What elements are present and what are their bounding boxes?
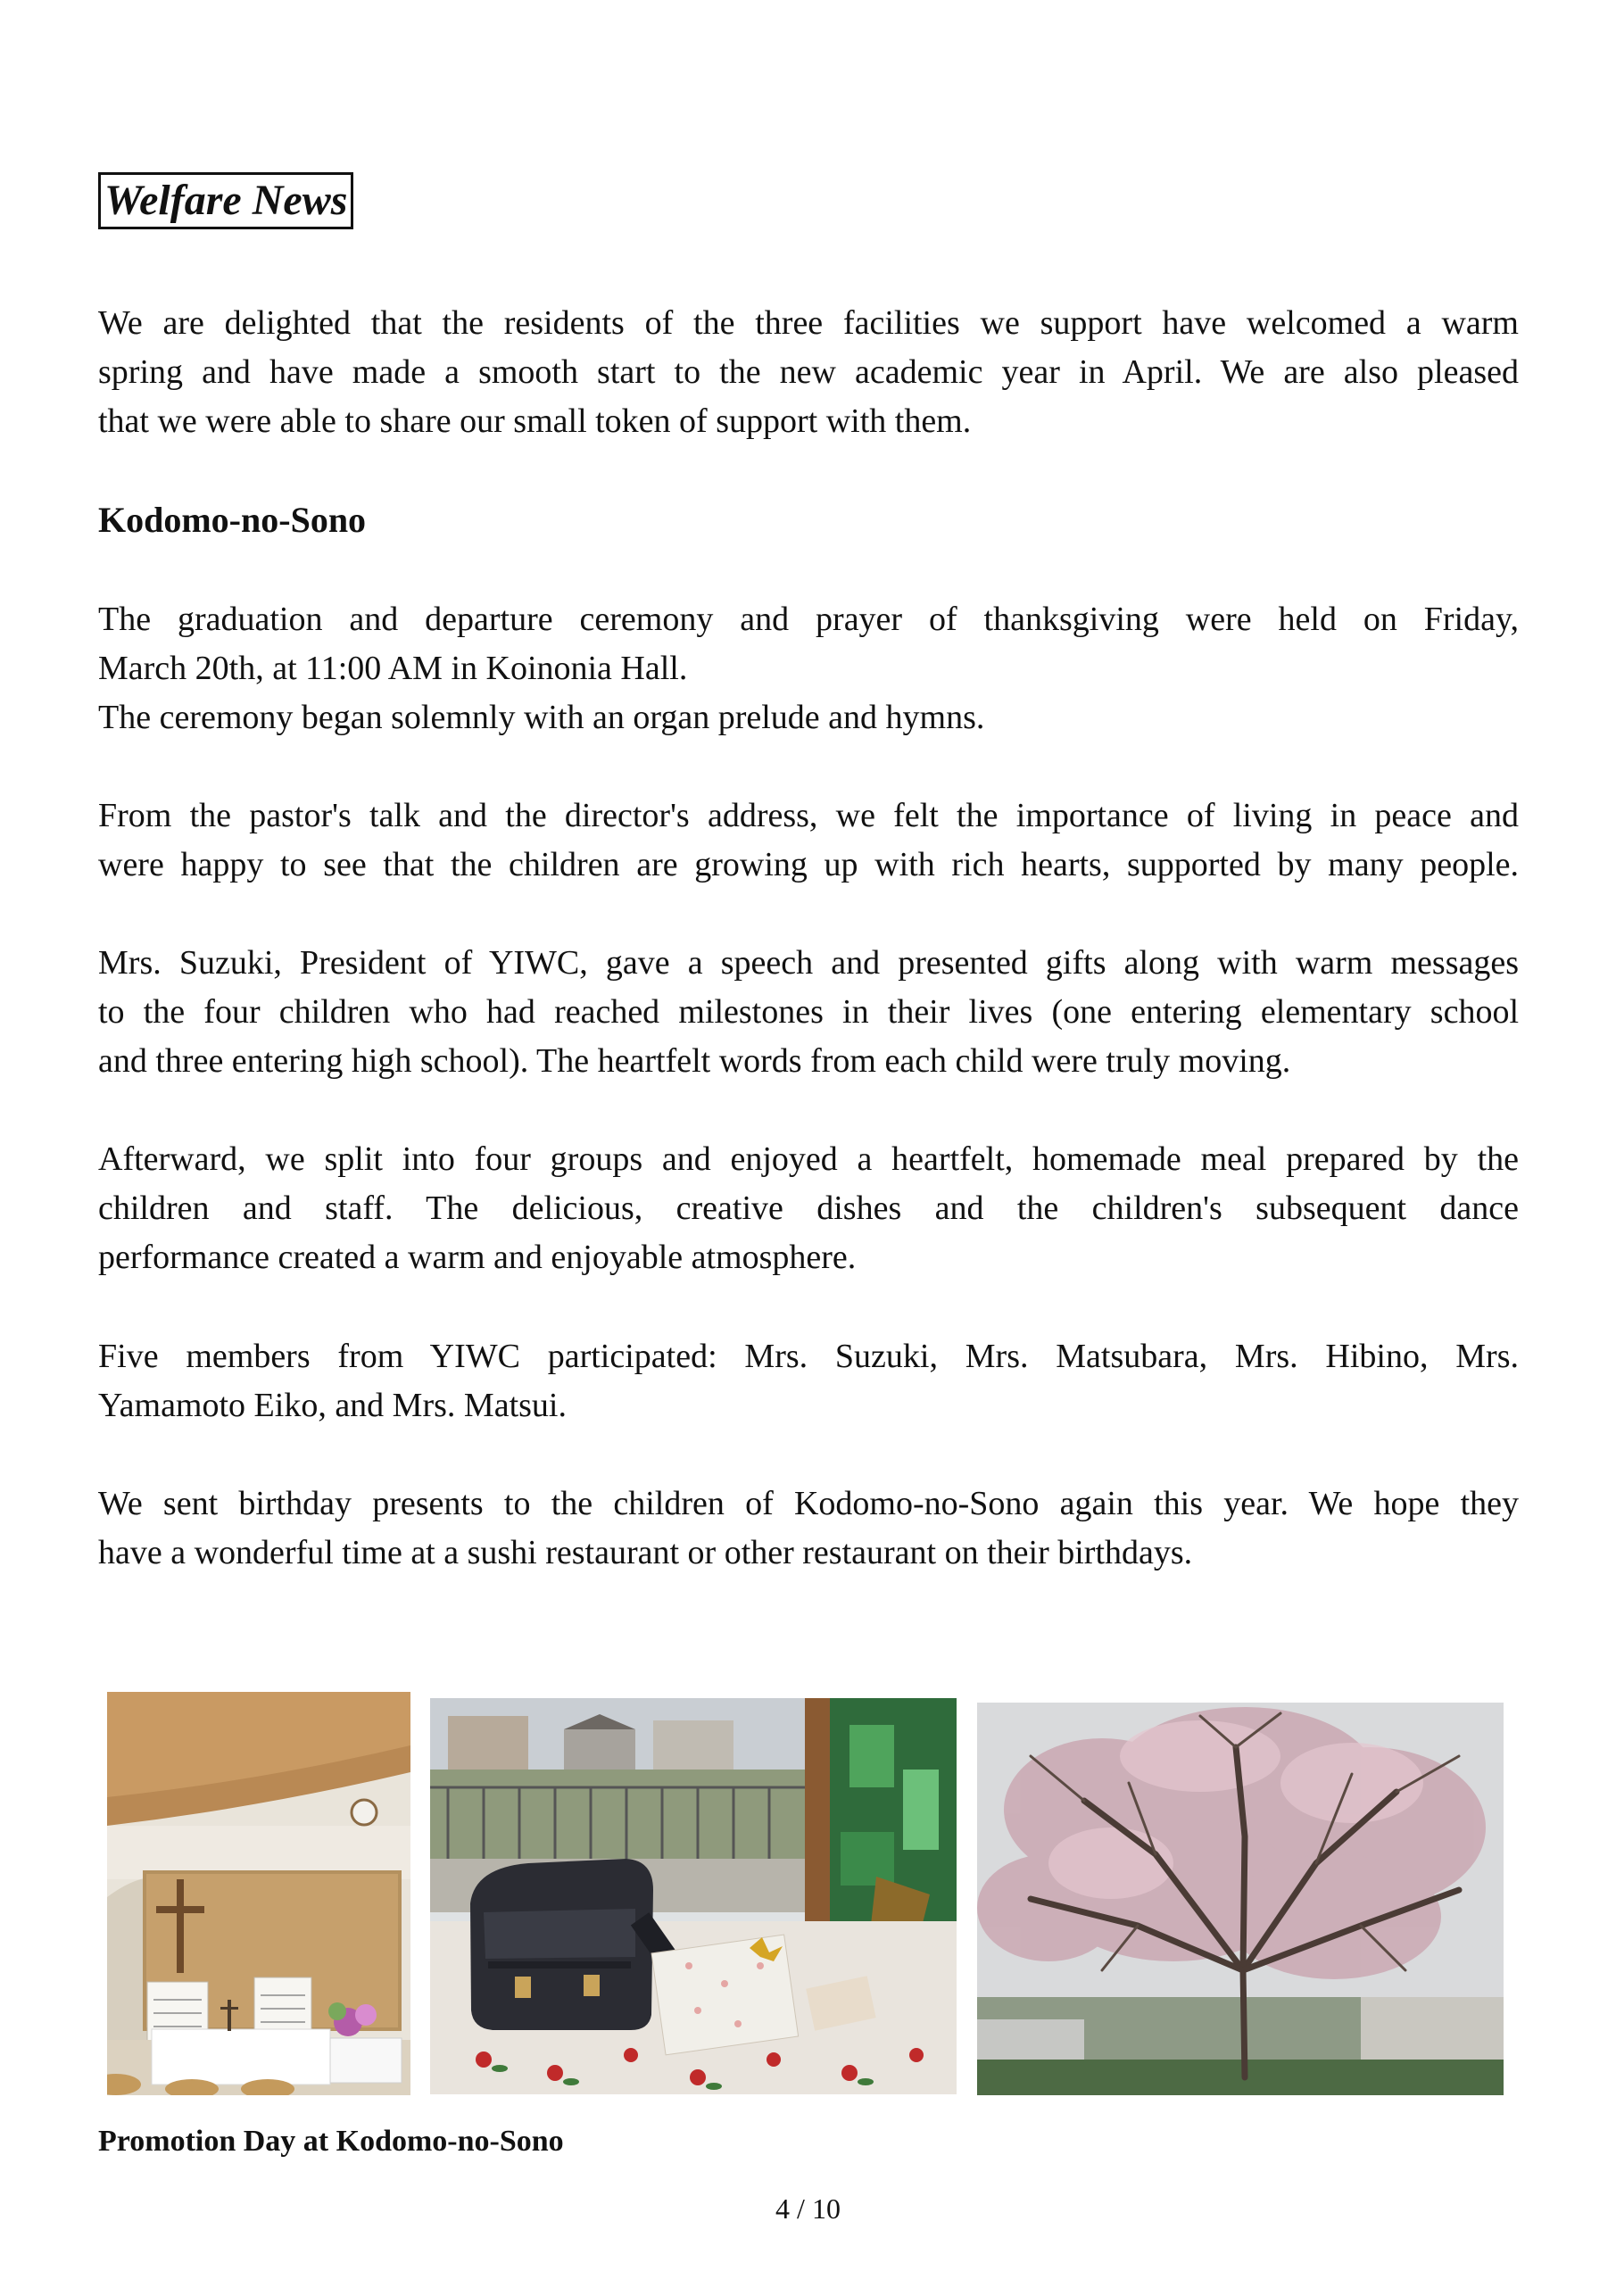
text-line: Five members from YIWC participated: Mrs. Suzuki, Mrs. Matsubara, Mrs. Hibino, Mrs.	[98, 1338, 1519, 1375]
intro-paragraph	[98, 299, 1519, 446]
blossom-tree-photo	[977, 1703, 1504, 2095]
school-bag-photo	[430, 1698, 957, 2094]
school-bag-image	[430, 1698, 957, 2094]
chapel-image	[107, 1692, 410, 2095]
ceremony-paragraph	[98, 595, 1519, 742]
meal-paragraph	[98, 1135, 1519, 1282]
text-line: March 20th, at 11:00 AM in Koinonia Hall.	[98, 650, 688, 687]
text-line: We sent birthday presents to the children of Kodomo-no-Sono again this year. We hope they	[98, 1485, 1519, 1522]
text-line: children and staff. The delicious, creative dishes and the children's subsequent dance	[98, 1189, 1519, 1227]
text-line: that we were able to share our small token of support with them.	[98, 402, 972, 440]
text-line: Mrs. Suzuki, President of YIWC, gave a speech and presented gifts along with warm messages	[98, 944, 1519, 982]
text-line: Yamamoto Eiko, and Mrs. Matsui.	[98, 1387, 567, 1424]
text-line: performance created a warm and enjoyable atmosphere.	[98, 1239, 857, 1276]
text-line: to the four children who had reached milestones in their lives (one entering elementary school	[98, 993, 1519, 1031]
birthday-paragraph	[98, 1480, 1519, 1578]
blossom-tree-image	[977, 1703, 1504, 2095]
text-line: were happy to see that the children are growing up with rich hearts, supported by many people.	[98, 846, 1519, 883]
page-number: 4 / 10	[775, 2192, 841, 2225]
president-paragraph	[98, 939, 1519, 1086]
text-line: have a wonderful time at a sushi restaurant or other restaurant on their birthdays.	[98, 1534, 1193, 1571]
section-heading: Kodomo-no-Sono	[98, 500, 367, 540]
photo-caption: Promotion Day at Kodomo-no-Sono	[98, 2125, 564, 2158]
text-line: We are delighted that the residents of the three facilities we support have welcomed a warm	[98, 304, 1519, 342]
section-title-box	[98, 172, 353, 229]
text-line: The graduation and departure ceremony and prayer of thanksgiving were held on Friday,	[98, 601, 1519, 638]
text-line: Afterward, we split into four groups and enjoyed a heartfelt, homemade meal prepared by the	[98, 1140, 1519, 1178]
text-line: and three entering high school). The heartfelt words from each child were truly moving.	[98, 1042, 1291, 1080]
text-line: spring and have made a smooth start to the new academic year in April. We are also pleased	[98, 353, 1519, 391]
text-line: From the pastor's talk and the director's address, we felt the importance of living in peace and	[98, 797, 1519, 834]
section-title: Welfare News	[104, 177, 348, 224]
chapel-photo	[107, 1692, 410, 2095]
members-paragraph	[98, 1332, 1519, 1430]
pastor-paragraph	[98, 792, 1519, 890]
text-line: The ceremony began solemnly with an organ prelude and hymns.	[98, 699, 985, 736]
